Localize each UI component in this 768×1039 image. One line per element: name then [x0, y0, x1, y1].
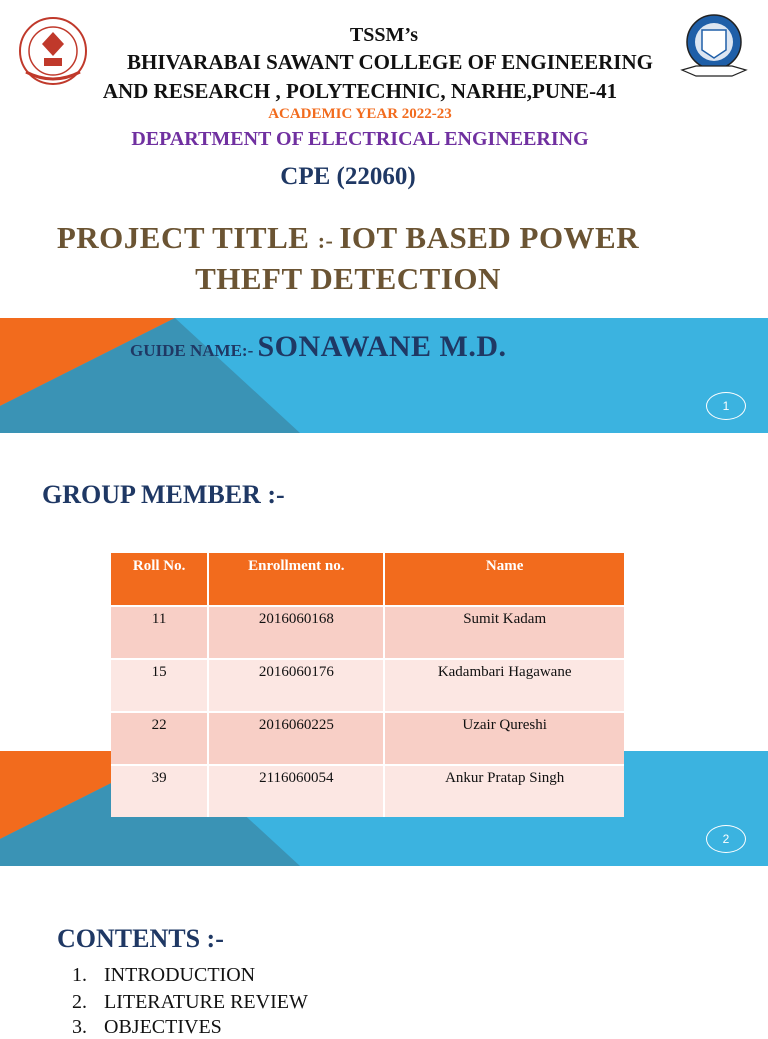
guide-name-line [130, 330, 507, 364]
cell-roll-no: 11 [111, 606, 208, 659]
table-row [111, 606, 624, 659]
cell-roll-no: 15 [111, 659, 208, 712]
table-header-row [111, 553, 624, 606]
project-title-label: PROJECT TITLE [56, 220, 318, 255]
group-members-table [111, 553, 624, 817]
project-title-text-1: IOT BASED POWER [339, 220, 640, 255]
table-row [111, 765, 624, 817]
header-enrollment-no: Enrollment no. [208, 553, 384, 606]
cell-enrollment-no: 2016060168 [208, 606, 384, 659]
project-title-line1 [0, 220, 696, 256]
cell-roll-no: 22 [111, 712, 208, 765]
table-row [111, 712, 624, 765]
cell-name: Uzair Qureshi [384, 712, 624, 765]
slide-number-2: 2 [706, 825, 746, 853]
cell-enrollment-no: 2116060054 [208, 765, 384, 817]
contents-item-text: LITERATURE REVIEW [104, 991, 308, 1013]
contents-item-text: OBJECTIVES [104, 1016, 222, 1038]
header-name: Name [384, 553, 624, 606]
department-name: DEPARTMENT OF ELECTRICAL ENGINEERING [131, 128, 589, 150]
college-name-line1: BHIVARABAI SAWANT COLLEGE OF ENGINEERING [127, 50, 653, 74]
table-row [111, 659, 624, 712]
cell-name: Sumit Kadam [384, 606, 624, 659]
slide-number-1: 1 [706, 392, 746, 420]
contents-item [72, 1016, 222, 1039]
course-code: CPE (22060) [280, 163, 416, 190]
college-name-line2: AND RESEARCH , POLYTECHNIC, NARHE,PUNE-41 [102, 79, 618, 103]
cell-name: Ankur Pratap Singh [384, 765, 624, 817]
project-title-line2: THEFT DETECTION [195, 261, 501, 296]
contents-item-text: INTRODUCTION [104, 964, 256, 986]
guide-name: SONAWANE M.D. [257, 330, 507, 363]
contents-item [72, 991, 308, 1014]
cell-enrollment-no: 2016060176 [208, 659, 384, 712]
academic-year: ACADEMIC YEAR 2022-23 [268, 106, 452, 122]
contents-item [72, 964, 255, 987]
cell-enrollment-no: 2016060225 [208, 712, 384, 765]
header-roll-no: Roll No. [111, 553, 208, 606]
cell-name: Kadambari Hagawane [384, 659, 624, 712]
contents-heading: CONTENTS :- [57, 924, 224, 953]
contents-item-number: 1. [72, 964, 87, 986]
contents-item-number: 3. [72, 1016, 87, 1038]
group-member-heading: GROUP MEMBER :- [42, 480, 285, 509]
guide-label: GUIDE NAME:- [130, 341, 258, 360]
cell-roll-no: 39 [111, 765, 208, 817]
contents-item-number: 2. [72, 991, 87, 1013]
org-name: TSSM’s [349, 24, 419, 46]
project-title-separator: :- [317, 228, 340, 253]
